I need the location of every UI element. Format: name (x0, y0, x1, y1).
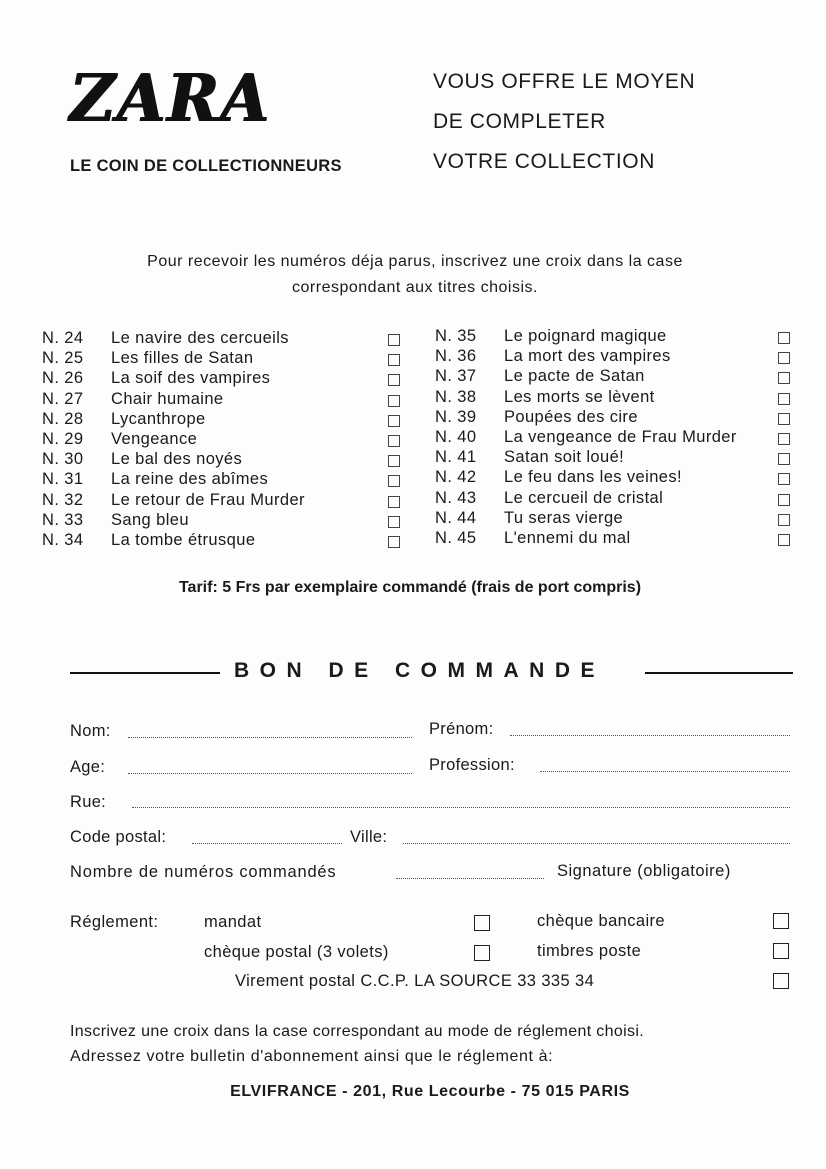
issue-checkbox[interactable] (778, 473, 790, 485)
prenom-field[interactable] (510, 734, 790, 736)
issue-checkbox[interactable] (778, 433, 790, 445)
divider-left (70, 672, 220, 674)
issue-title: La reine des abîmes (111, 470, 269, 489)
issue-row (435, 448, 795, 468)
mandat-label: mandat (204, 913, 262, 931)
issue-title: Le navire des cercueils (111, 329, 289, 347)
issue-number: N. 25 (42, 349, 84, 368)
issue-number: N. 43 (435, 488, 477, 507)
issue-checkbox[interactable] (778, 534, 790, 546)
issue-row (42, 430, 407, 450)
issue-checkbox[interactable] (778, 332, 790, 344)
issue-title: Les filles de Satan (111, 349, 254, 368)
timbres-poste-checkbox[interactable] (773, 943, 789, 959)
age-label: Age: (70, 758, 106, 776)
issue-title: La vengeance de Frau Murder (504, 428, 737, 446)
issue-number: N. 26 (42, 369, 84, 388)
issue-row (42, 470, 407, 490)
issue-row (42, 369, 407, 389)
issue-title: La soif des vampires (111, 369, 271, 388)
order-form-title: BON DE COMMANDE (234, 659, 605, 682)
issue-number: N. 33 (42, 510, 84, 529)
issue-row (42, 329, 407, 349)
issue-number: N. 45 (435, 529, 477, 547)
issue-checkbox[interactable] (388, 435, 400, 447)
issue-checkbox[interactable] (388, 475, 400, 487)
timbres-poste-label: timbres poste (537, 942, 642, 960)
ville-label: Ville: (350, 828, 388, 846)
footer-instruction: Inscrivez une croix dans la case correspondant au mode de réglement choisi. (70, 1023, 645, 1040)
ville-field[interactable] (403, 842, 790, 844)
virement-checkbox[interactable] (773, 973, 789, 989)
profession-field[interactable] (540, 770, 790, 772)
issue-title: Le poignard magique (504, 327, 667, 345)
cheque-bancaire-checkbox[interactable] (773, 913, 789, 929)
nom-field[interactable] (128, 736, 412, 738)
issue-row (42, 450, 407, 470)
issue-title: Les morts se lèvent (504, 387, 655, 406)
tagline-line-3: VOTRE COLLECTION (433, 150, 655, 173)
zara-logo: ZARA (70, 60, 271, 137)
issue-row (435, 529, 795, 549)
issue-title: La mort des vampires (504, 347, 671, 366)
cheque-bancaire-label: chèque bancaire (537, 912, 666, 930)
issue-checkbox[interactable] (778, 453, 790, 465)
issue-row (42, 511, 407, 531)
code-postal-label: Code postal: (70, 828, 167, 846)
issue-number: N. 38 (435, 387, 477, 406)
issue-row (435, 468, 795, 488)
issue-title: L'ennemi du mal (504, 529, 631, 547)
tagline-line-1: VOUS OFFRE LE MOYEN (433, 70, 696, 93)
issue-checkbox[interactable] (778, 372, 790, 384)
issue-row (435, 327, 795, 347)
issue-row (435, 408, 795, 428)
issue-checkbox[interactable] (388, 415, 400, 427)
issue-checkbox[interactable] (778, 393, 790, 405)
issue-list-left (42, 329, 407, 554)
issue-title: Sang bleu (111, 510, 189, 529)
issue-title: Tu seras vierge (504, 508, 624, 527)
cheque-postal-checkbox[interactable] (474, 945, 490, 961)
age-field[interactable] (128, 772, 412, 774)
prenom-label: Prénom: (429, 720, 494, 738)
issue-row (42, 410, 407, 430)
issue-number: N. 35 (435, 327, 477, 345)
issue-row (435, 428, 795, 448)
nom-label: Nom: (70, 722, 111, 740)
issue-number: N. 30 (42, 450, 84, 469)
issue-number: N. 31 (42, 470, 84, 489)
issue-checkbox[interactable] (388, 536, 400, 548)
issue-title: Chair humaine (111, 389, 224, 408)
issue-title: Le feu dans les veines! (504, 468, 682, 487)
issue-number: N. 40 (435, 428, 477, 446)
publisher-address: ELVIFRANCE - 201, Rue Lecourbe - 75 015 PARIS (230, 1083, 630, 1100)
issue-number: N. 42 (435, 468, 477, 487)
issue-row (42, 531, 407, 551)
tagline-line-2: DE COMPLETER (433, 110, 606, 133)
issue-title: Le pacte de Satan (504, 367, 645, 386)
issue-title: Lycanthrope (111, 409, 206, 428)
issue-title: Vengeance (111, 430, 198, 448)
issue-title: Le bal des noyés (111, 450, 243, 469)
footer-send-to: Adressez votre bulletin d'abonnement ainsi que le réglement à: (70, 1048, 554, 1065)
issue-row (435, 509, 795, 529)
divider-right (645, 672, 793, 674)
issue-row (42, 491, 407, 511)
tarif-note: Tarif: 5 Frs par exemplaire commandé (frais de port compris) (178, 579, 642, 596)
issue-number: N. 34 (42, 531, 84, 549)
issue-row (435, 388, 795, 408)
nombre-label: Nombre de numéros commandés (70, 863, 337, 881)
issue-title: Le retour de Frau Murder (111, 490, 305, 509)
issue-checkbox[interactable] (778, 352, 790, 364)
cheque-postal-label: chèque postal (3 volets) (204, 943, 389, 961)
profession-label: Profession: (429, 756, 515, 774)
issue-row (42, 390, 407, 410)
signature-label: Signature (obligatoire) (557, 862, 731, 880)
issue-checkbox[interactable] (388, 455, 400, 467)
issue-title: La tombe étrusque (111, 531, 256, 549)
mandat-checkbox[interactable] (474, 915, 490, 931)
issue-row (42, 349, 407, 369)
issue-number: N. 36 (435, 347, 477, 366)
issue-title: Le cercueil de cristal (504, 488, 664, 507)
issue-checkbox[interactable] (388, 395, 400, 407)
issue-row (435, 367, 795, 387)
issue-row (435, 489, 795, 509)
code-postal-field[interactable] (192, 842, 342, 844)
issue-number: N. 32 (42, 490, 84, 509)
issue-number: N. 28 (42, 409, 84, 428)
issue-checkbox[interactable] (778, 514, 790, 526)
intro-line-2: correspondant aux titres choisis. (292, 279, 538, 296)
issue-checkbox[interactable] (778, 413, 790, 425)
issue-number: N. 41 (435, 448, 477, 467)
payment-label: Réglement: (70, 913, 159, 931)
issue-number: N. 39 (435, 407, 477, 426)
issue-title: Poupées des cire (504, 407, 638, 426)
issue-number: N. 27 (42, 389, 84, 408)
issue-number: N. 37 (435, 367, 477, 386)
rue-field[interactable] (132, 806, 790, 808)
issue-checkbox[interactable] (388, 374, 400, 386)
virement-label: Virement postal C.C.P. LA SOURCE 33 335 34 (235, 972, 595, 990)
issue-row (435, 347, 795, 367)
issue-checkbox[interactable] (388, 354, 400, 366)
issue-title: Satan soit loué! (504, 448, 625, 467)
rue-label: Rue: (70, 793, 107, 811)
nombre-field[interactable] (396, 877, 544, 879)
issue-checkbox[interactable] (388, 334, 400, 346)
issue-list-right (435, 327, 795, 552)
issue-checkbox[interactable] (778, 494, 790, 506)
intro-line-1: Pour recevoir les numéros déja parus, inscrivez une croix dans la case (147, 253, 683, 270)
issue-number: N. 29 (42, 430, 84, 448)
logo-subtitle: LE COIN DE COLLECTIONNEURS (70, 157, 342, 175)
issue-number: N. 44 (435, 508, 477, 527)
issue-checkbox[interactable] (388, 496, 400, 508)
issue-checkbox[interactable] (388, 516, 400, 528)
issue-number: N. 24 (42, 329, 84, 347)
